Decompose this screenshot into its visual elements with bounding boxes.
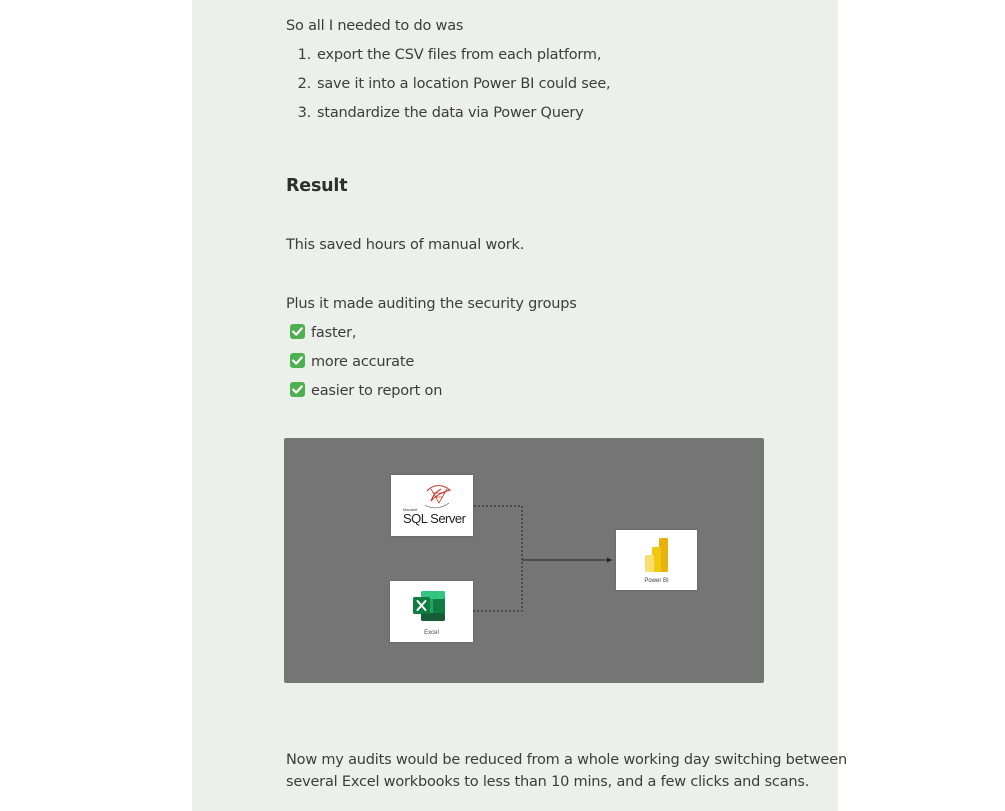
sql-server-icon [423,481,453,511]
check-mark-icon [290,324,305,339]
check-mark-icon [290,382,305,397]
benefit-item [290,322,356,344]
benefit-item [290,351,414,373]
conclusion-line-2: several Excel workbooks to less than 10 mins, and a few clicks and scans. [286,774,810,790]
power-bi-tile [616,530,697,590]
power-bi-label: Power BI [644,578,669,584]
list-number: 2. [297,76,311,92]
list-item-text: export the CSV files from each platform, [317,47,602,63]
conclusion-line-1: Now my audits would be reduced from a whole working day switching between [286,752,847,768]
excel-tile [390,581,473,642]
result-heading: Result [286,176,348,196]
list-number: 3. [297,105,311,121]
benefit-text: easier to report on [311,383,443,399]
list-number: 1. [297,47,311,63]
list-item-text: save it into a location Power BI could see, [317,76,611,92]
list-item [286,44,601,66]
saved-text: This saved hours of manual work. [286,237,525,253]
benefit-item [290,380,442,402]
check-mark-icon [290,353,305,368]
plus-text: Plus it made auditing the security groups [286,296,577,312]
benefit-text: faster, [311,325,357,341]
intro-text: So all I needed to do was [286,18,464,34]
excel-label: Excel [424,630,439,636]
list-item [286,73,610,95]
article-panel [192,0,847,811]
sql-server-tile [391,475,473,536]
sql-server-vendor: Microsoft [403,508,418,512]
list-item [286,102,584,124]
list-item-text: standardize the data via Power Query [317,105,584,121]
data-flow-diagram [284,438,764,683]
benefit-text: more accurate [311,354,415,370]
power-bi-icon [644,538,670,572]
sql-server-label: SQL Server [403,511,466,526]
excel-icon [411,590,447,622]
